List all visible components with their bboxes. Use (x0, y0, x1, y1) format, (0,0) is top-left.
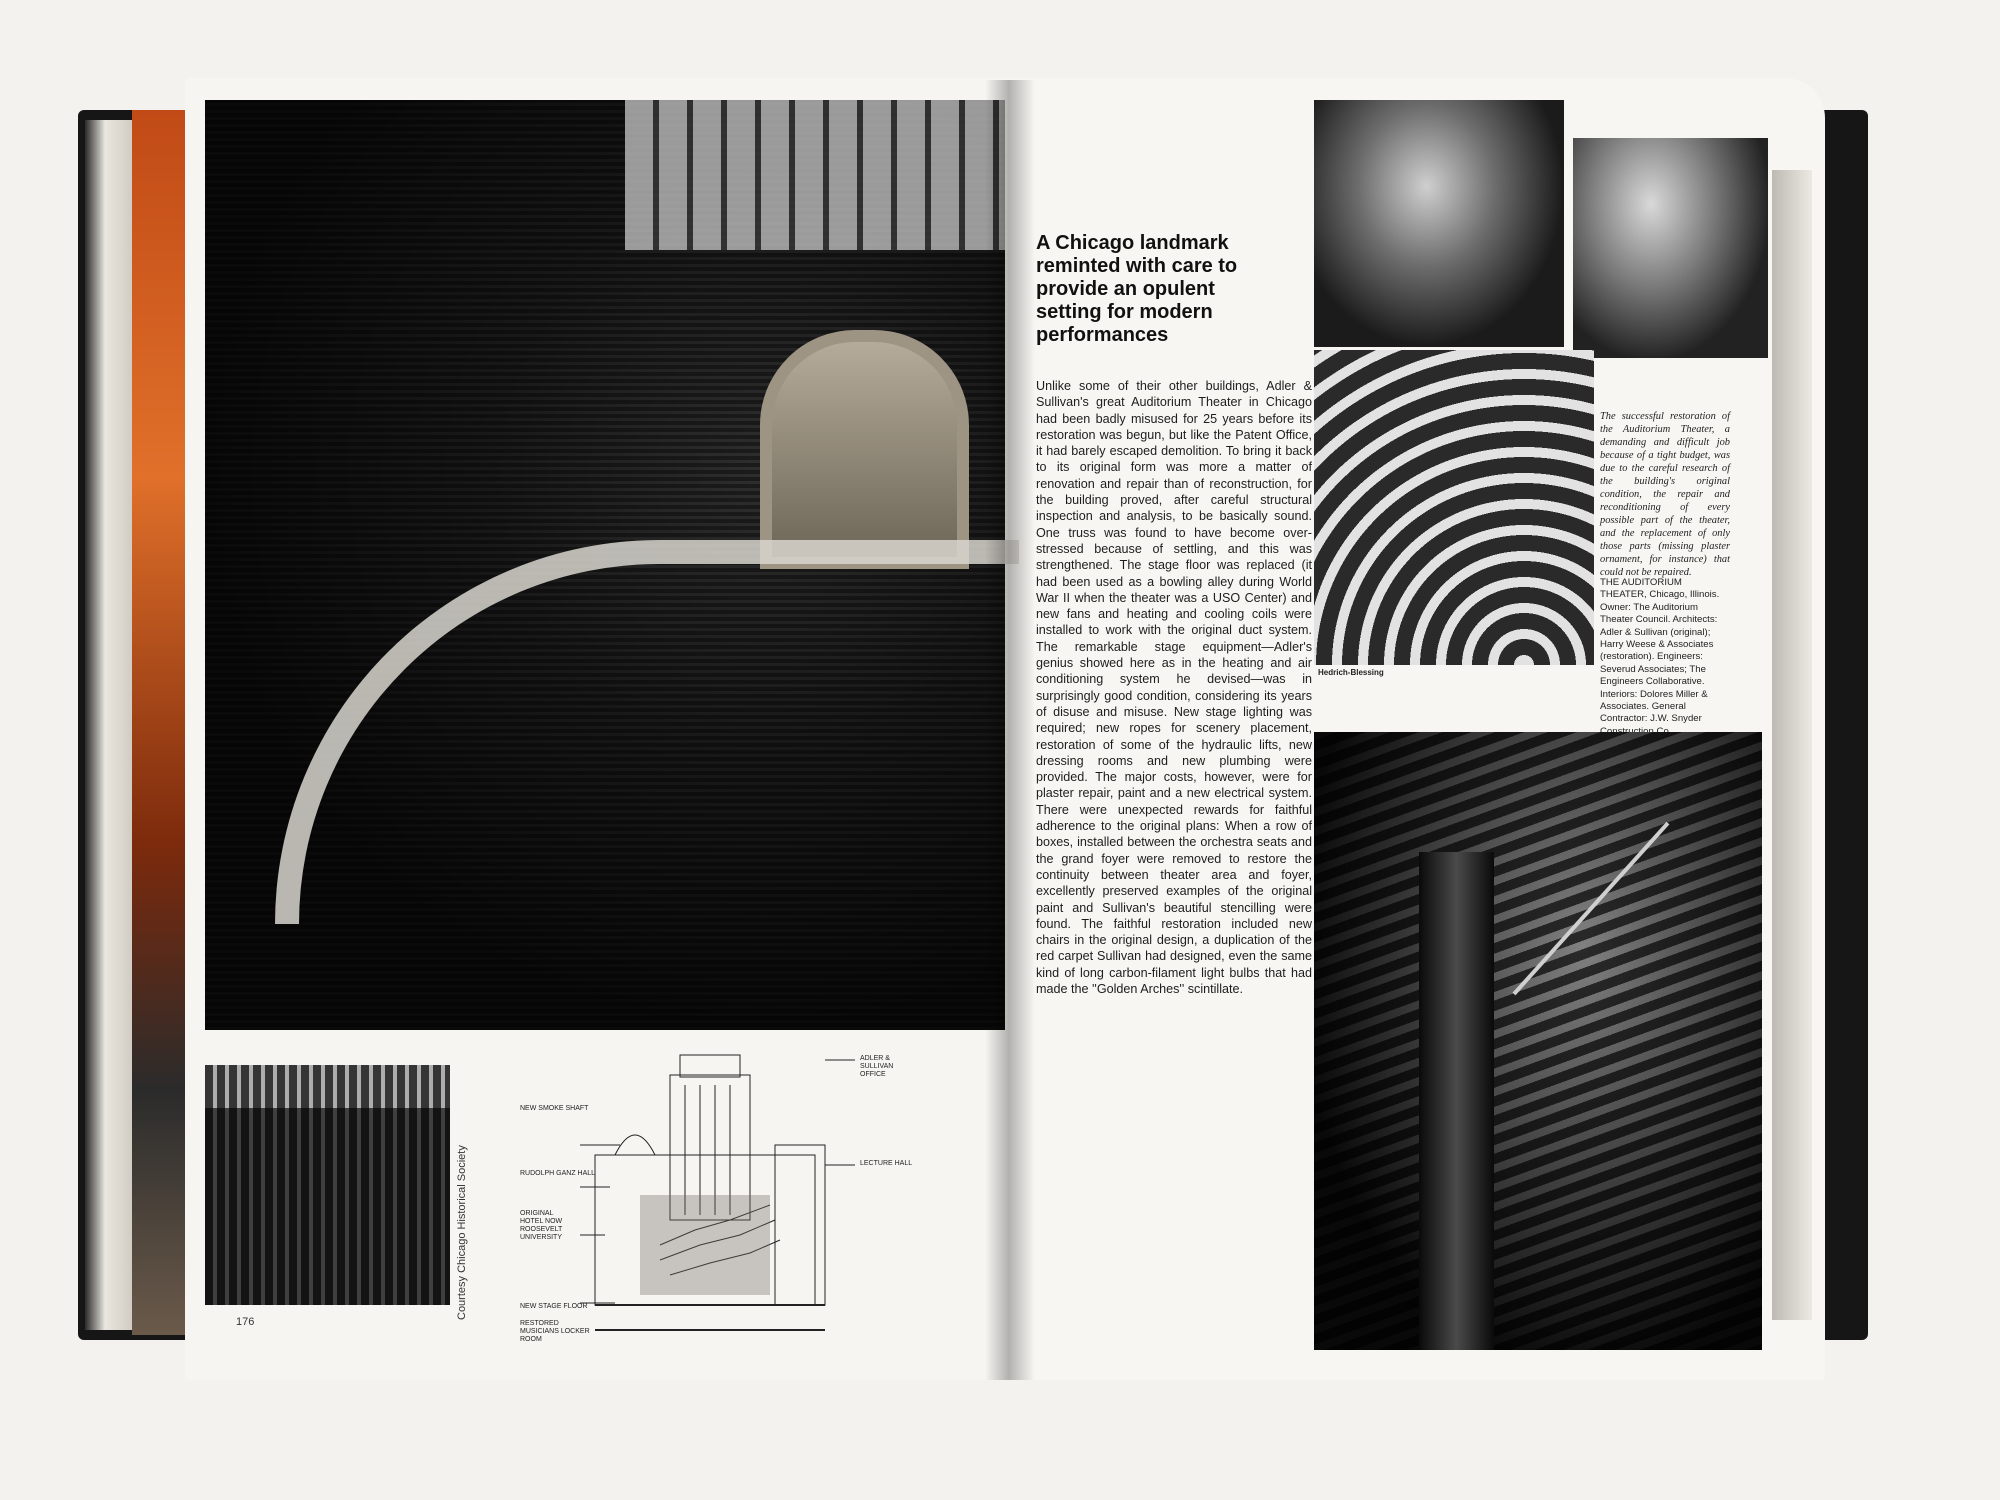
photo-credit-chicago-historical-society: Courtesy Chicago Historical Society (456, 1145, 468, 1320)
photo-credit-hedrich-blessing: Hedrich-Blessing (1318, 668, 1384, 677)
photo-caption: The successful restoration of the Auditorium Theater, a demanding and difficult job because of a tight budget, was due to the careful research of the building's original condition, the repair and reconditioning of every possible part of the theater, and the replacement of only those parts (missing plaster ornament, for instance) that could not be repaired. (1600, 411, 1730, 578)
theater-stage-photo (1314, 100, 1564, 347)
auditorium-building-photo (205, 1065, 450, 1305)
label-new-stage-floor: NEW STAGE FLOOR (520, 1303, 588, 1310)
page-number: 176 (236, 1316, 255, 1328)
auditorium-interior-photo (205, 100, 1005, 1030)
ceiling-arches-photo (1314, 350, 1594, 665)
article-headline: A Chicago landmark reminted with care to provide an opulent setting for modern performances (1036, 232, 1238, 346)
credits-title: THE AUDITORIUM THEATER, (1600, 577, 1682, 601)
page-edges (85, 120, 135, 1330)
balcony-curve (275, 540, 1019, 924)
section-diagram (520, 1045, 1000, 1355)
previous-page-edge (132, 110, 192, 1335)
section-drawing (520, 1045, 1000, 1355)
label-new-smoke-shaft: NEW SMOKE SHAFT (520, 1105, 589, 1112)
foyer-column (1419, 852, 1494, 1350)
grand-staircase-photo (1314, 732, 1762, 1350)
label-restored-musicians-locker-room: RESTORED MUSICIANS LOCKER ROOM (520, 1320, 590, 1343)
theater-balcony-photo (1573, 138, 1768, 358)
article-body: Unlike some of their other buildings, Adler & Sullivan's great Auditorium Theater in Chicago had been badly misused for 25 years before its restoration was begun, but like the Patent Office, it had barely escaped demolition. To bring it back to its original form was more a matter of renovation and repair than of reconstruction, for the building proved, after careful structural inspection and analysis, to be basically sound. One truss was found to have become over-stressed because of settling, and this was strengthened. The stage floor was replaced (it had been used as a bowling alley during World War II when the theater was a USO Center) and new fans and heating and cooling coils were installed to work with the original duct system. The remarkable stage equipment—Adler's genius showed here as in the heating and air conditioning system he devised—was in surprisingly good condition, considering its years of disuse and misuse. New stage lighting was required; new ropes for scenery placement, restoration of some of the hydraulic lifts, new dressing rooms and new plumbing were provided. The major costs, however, were for plaster repair, paint and a new electrical system. There were unexpected rewards for faithful adherence to the original plans: When a row of boxes, installed between the orchestra seats and the grand foyer were removed to restore the continuity between theater area and foyer, excellently preserved examples of the original paint and Sullivan's beautiful stencilling were found. The faithful restoration included new chairs in the original design, a duplication of the red carpet Sullivan had designed, even the same kind of long carbon-filament light bulbs that had made the ''Golden Arches'' scintillate. (1036, 379, 1312, 996)
stair-railing (1513, 822, 1670, 996)
label-adler-sullivan-office: ADLER & SULLIVAN OFFICE (860, 1055, 894, 1078)
project-credits (1600, 577, 1730, 738)
stage-mural (760, 330, 969, 569)
label-original-hotel: ORIGINAL HOTEL NOW ROOSEVELT UNIVERSITY (520, 1210, 563, 1241)
credits-body: Chicago, Illinois. Owner: The Auditorium Theater Council. Architects: Adler & Sullivan (original); Harry Weese & Associates (restoration). Engineers: Severud Associates; The Engineers Collaborative. Interiors: Dolores Miller & Associates. General Contractor: J.W. Snyder (1600, 589, 1720, 725)
book-gutter (985, 80, 1035, 1380)
label-lecture-hall: LECTURE HALL (860, 1160, 913, 1167)
skylight (625, 100, 1005, 250)
label-rudolph-ganz-hall: RUDOLPH GANZ HALL (520, 1170, 596, 1177)
right-page-edges (1772, 170, 1812, 1320)
